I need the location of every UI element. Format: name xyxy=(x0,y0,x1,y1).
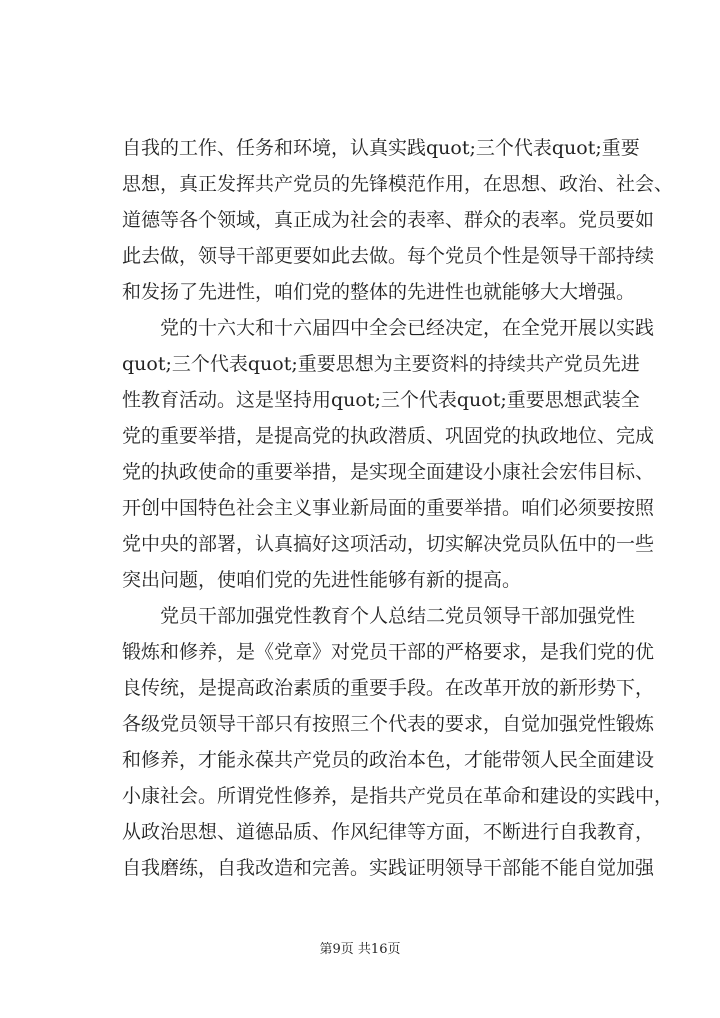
text-line: 性教育活动。这是坚持用quot;三个代表quot;重要思想武装全 xyxy=(122,389,640,411)
text-line: 党中央的部署，认真搞好这项活动，切实解决党员队伍中的一些 xyxy=(122,533,655,555)
text-line: 党的重要举措，是提高党的执政潜质、巩固党的执政地位、完成 xyxy=(122,425,655,447)
text-line: 和修养，才能永葆共产党员的政治本色，才能带领人民全面建设 xyxy=(122,749,655,771)
text-line: 从政治思想、道德品质、作风纪律等方面，不断进行自我教育， xyxy=(122,821,655,843)
text-line: 党员干部加强党性教育个人总结二党员领导干部加强党性 xyxy=(160,605,636,627)
text-line: 道德等各个领域，真正成为社会的表率、群众的表率。党员要如 xyxy=(122,209,655,231)
text-line: 党的十六大和十六届四中全会已经决定，在全党开展以实践 xyxy=(160,317,655,339)
text-line: 锻炼和修养，是《党章》对党员干部的严格要求，是我们党的优 xyxy=(122,641,655,663)
text-line: 良传统，是提高政治素质的重要手段。在改革开放的新形势下， xyxy=(122,677,655,699)
text-line: 各级党员领导干部只有按照三个代表的要求，自觉加强党性锻炼 xyxy=(122,713,655,735)
text-line: 小康社会。所谓党性修养，是指共产党员在革命和建设的实践中， xyxy=(122,785,674,807)
text-line: 开创中国特色社会主义事业新局面的重要举措。咱们必须要按照 xyxy=(122,497,655,519)
text-line: quot;三个代表quot;重要思想为主要资料的持续共产党员先进 xyxy=(122,353,640,375)
text-line: 自我的工作、任务和环境，认真实践quot;三个代表quot;重要 xyxy=(122,137,640,159)
text-line: 此去做，领导干部更要如此去做。每个党员个性是领导干部持续 xyxy=(122,245,655,267)
text-line: 突出问题，使咱们党的先进性能够有新的提高。 xyxy=(122,569,522,591)
text-line: 思想，真正发挥共产党员的先锋模范作用，在思想、政治、社会、 xyxy=(122,173,674,195)
text-line: 党的执政使命的重要举措，是实现全面建设小康社会宏伟目标、 xyxy=(122,461,655,483)
text-line: 和发扬了先进性，咱们党的整体的先进性也就能够大大增强。 xyxy=(122,281,636,303)
text-line: 自我磨练，自我改造和完善。实践证明领导干部能不能自觉加强 xyxy=(122,857,655,879)
page-footer: 第9页 共16页 xyxy=(319,942,401,957)
